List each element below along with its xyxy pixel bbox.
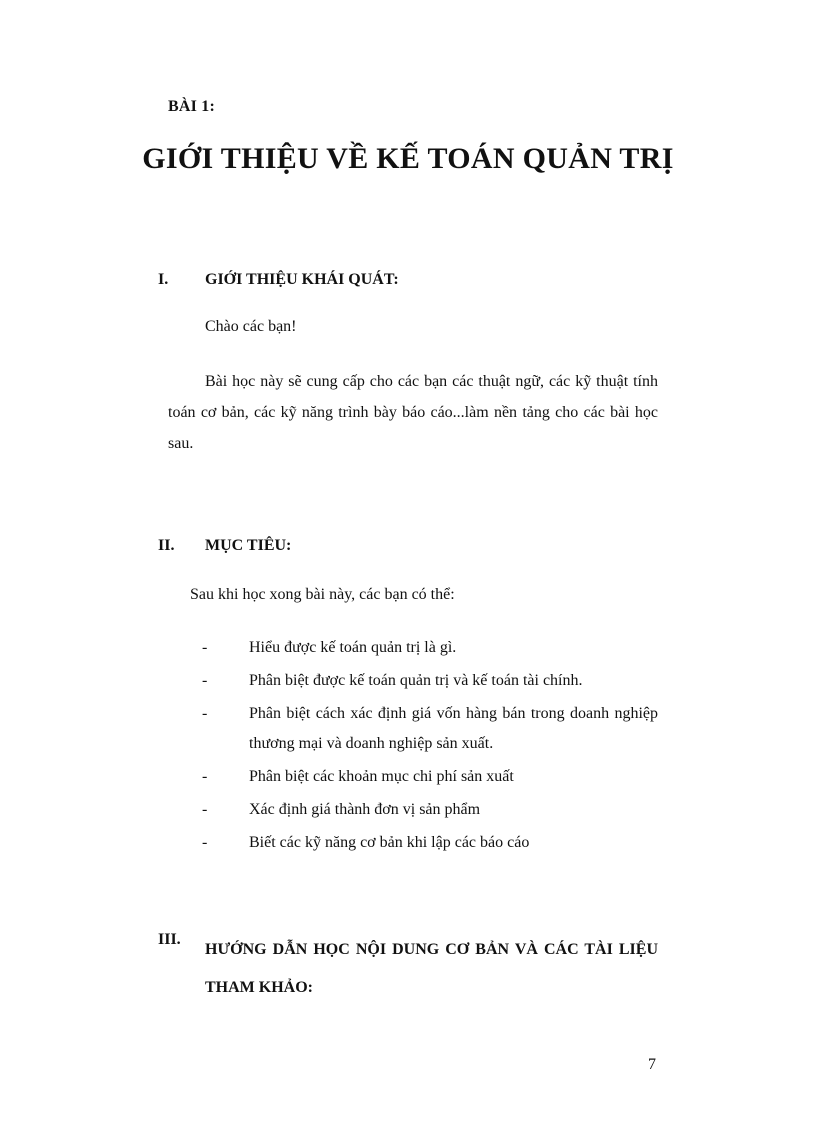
- section-number: II.: [158, 537, 175, 554]
- bullet-dash: -: [202, 639, 208, 656]
- bullet-dash: -: [202, 801, 208, 818]
- section-heading-guidance: [0, 931, 816, 996]
- lesson-label: BÀI 1:: [168, 98, 215, 115]
- section-title: HƯỚNG DẪN HỌC NỘI DUNG CƠ BẢN VÀ CÁC TÀI LIỆU THAM KHẢO:: [205, 941, 658, 996]
- list-item: [200, 666, 658, 696]
- list-item-text: Phân biệt các khoản mục chi phí sản xuất: [249, 768, 514, 785]
- list-item: [200, 795, 658, 825]
- list-item-text: Xác định giá thành đơn vị sản phẩm: [249, 801, 481, 818]
- list-item-text: Biết các kỹ năng cơ bản khi lập các báo cáo: [249, 834, 530, 851]
- section-heading-objectives: [0, 537, 816, 561]
- list-item: [200, 633, 658, 663]
- page-title: GIỚI THIỆU VỀ KẾ TOÁN QUẢN TRỊ: [142, 142, 674, 175]
- intro-paragraph: Bài học này sẽ cung cấp cho các bạn các thuật ngữ, các kỹ thuật tính toán cơ bản, các kỹ năng trình bày báo cáo...làm nền tảng cho các bài học sau.: [168, 373, 658, 452]
- section-title: MỤC TIÊU:: [205, 537, 292, 554]
- bullet-dash: -: [202, 672, 208, 689]
- list-item: [200, 762, 658, 792]
- list-item-text: Hiểu được kế toán quản trị là gì.: [249, 639, 457, 656]
- bullet-dash: -: [202, 768, 208, 785]
- page-number: 7: [648, 1056, 656, 1073]
- greeting-text: Chào các bạn!: [205, 318, 297, 335]
- list-item: [200, 828, 658, 858]
- section-number: I.: [158, 271, 169, 288]
- objectives-intro-text: Sau khi học xong bài này, các bạn có thể:: [190, 586, 455, 603]
- list-item: [200, 699, 658, 759]
- list-item-text: Phân biệt cách xác định giá vốn hàng bán trong doanh nghiệp thương mại và doanh nghiệp sản xuất.: [249, 705, 658, 752]
- list-item-text: Phân biệt được kế toán quản trị và kế toán tài chính.: [249, 672, 583, 689]
- section-number: III.: [158, 931, 181, 948]
- section-heading-intro: [0, 271, 816, 295]
- section-title: GIỚI THIỆU KHÁI QUÁT:: [205, 271, 399, 288]
- bullet-dash: -: [202, 705, 208, 722]
- objectives-list: [200, 633, 658, 861]
- bullet-dash: -: [202, 834, 208, 851]
